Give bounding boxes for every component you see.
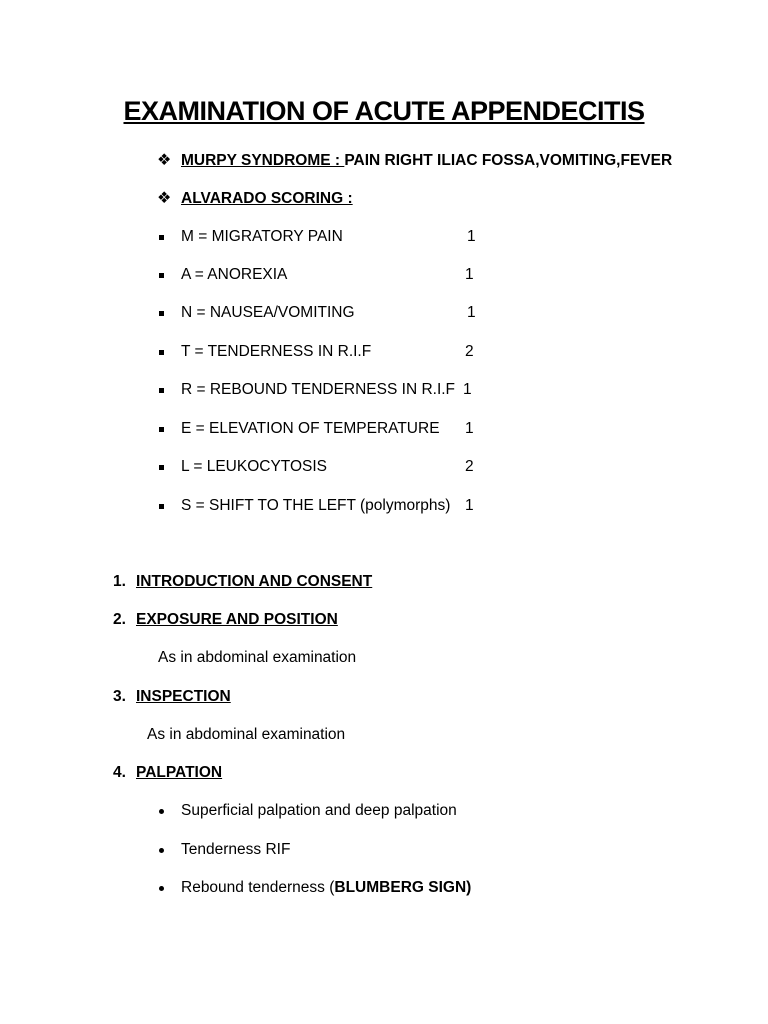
step-heading-exposure: EXPOSURE AND POSITION	[136, 611, 338, 628]
alvarado-item: S = SHIFT TO THE LEFT (polymorphs)	[181, 497, 451, 514]
square-bullet-icon	[159, 388, 164, 393]
alvarado-item: R = REBOUND TENDERNESS IN R.I.F	[181, 381, 456, 398]
step-heading-inspection: INSPECTION	[136, 688, 231, 705]
blumberg-sign: BLUMBERG SIGN)	[334, 879, 472, 896]
alvarado-score: 1	[465, 420, 474, 437]
palpation-item: Tenderness RIF	[181, 841, 291, 858]
round-bullet-icon	[159, 886, 164, 891]
alvarado-score: 1	[467, 304, 476, 321]
round-bullet-icon	[159, 848, 164, 853]
square-bullet-icon	[159, 235, 164, 240]
alvarado-score: 2	[465, 343, 474, 360]
alvarado-item: A = ANOREXIA	[181, 266, 288, 283]
alvarado-score: 1	[465, 266, 474, 283]
square-bullet-icon	[159, 350, 164, 355]
palpation-item-text: Rebound tenderness (	[181, 879, 335, 896]
square-bullet-icon	[159, 465, 164, 470]
alvarado-score: 2	[465, 458, 474, 475]
murphy-line	[181, 152, 672, 170]
murphy-text: PAIN RIGHT ILIAC FOSSA,VOMITING,FEVER	[344, 152, 673, 169]
square-bullet-icon	[159, 504, 164, 509]
palpation-item	[181, 879, 471, 897]
step-number: 3.	[113, 688, 126, 705]
alvarado-item: T = TENDERNESS IN R.I.F	[181, 343, 372, 360]
round-bullet-icon	[159, 809, 164, 814]
alvarado-label: ALVARADO SCORING :	[181, 190, 353, 207]
murphy-label: MURPY SYNDROME :	[181, 152, 345, 169]
square-bullet-icon	[159, 273, 164, 278]
alvarado-item: E = ELEVATION OF TEMPERATURE	[181, 420, 440, 437]
step-number: 1.	[113, 573, 126, 590]
page-title: EXAMINATION OF ACUTE APPENDECITIS	[123, 96, 645, 126]
step-heading-palpation: PALPATION	[136, 764, 223, 781]
alvarado-score: 1	[467, 228, 476, 245]
diamond-bullet-icon: ❖	[157, 190, 172, 207]
square-bullet-icon	[159, 427, 164, 432]
step-heading-introduction: INTRODUCTION AND CONSENT	[136, 573, 373, 590]
alvarado-item: N = NAUSEA/VOMITING	[181, 304, 355, 321]
square-bullet-icon	[159, 311, 164, 316]
diamond-bullet-icon: ❖	[157, 152, 172, 169]
step-note: As in abdominal examination	[158, 649, 357, 666]
alvarado-score: 1	[465, 497, 474, 514]
alvarado-item: L = LEUKOCYTOSIS	[181, 458, 328, 475]
alvarado-item: M = MIGRATORY PAIN	[181, 228, 343, 245]
alvarado-score: 1	[463, 381, 472, 398]
step-note: As in abdominal examination	[147, 726, 346, 743]
palpation-item: Superficial palpation and deep palpation	[181, 802, 457, 819]
step-number: 4.	[113, 764, 126, 781]
step-number: 2.	[113, 611, 126, 628]
